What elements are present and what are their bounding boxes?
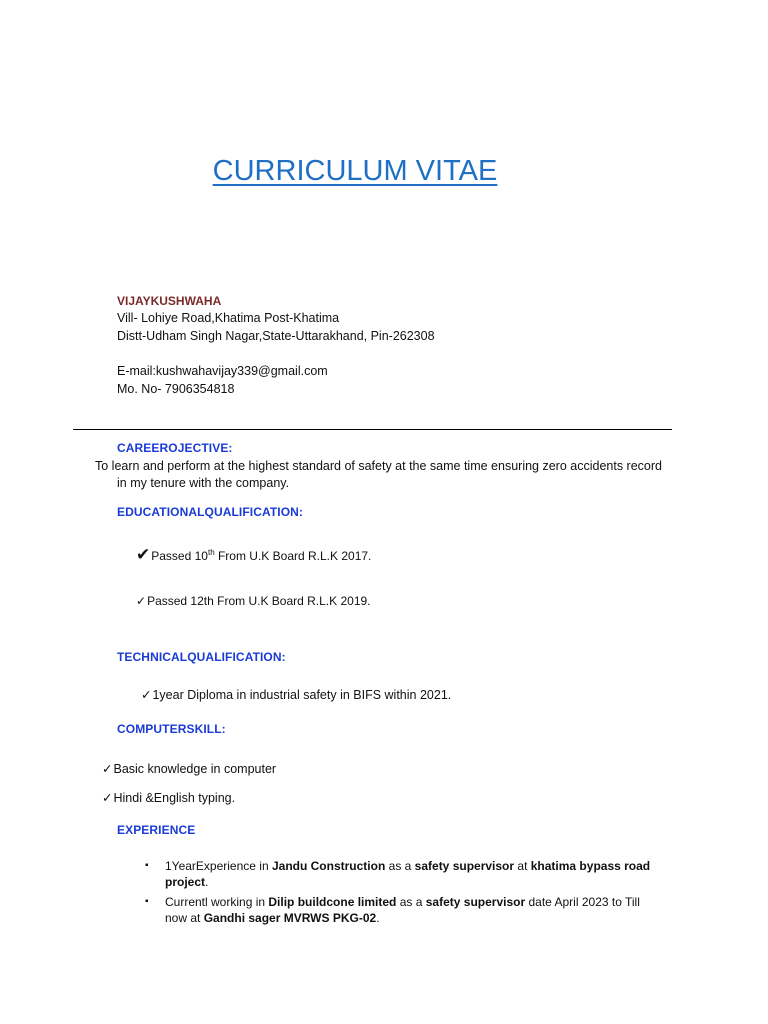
career-objective-line-2: in my tenure with the company. — [117, 476, 290, 490]
bullet-icon: ▪ — [145, 860, 149, 871]
check-icon: ✓ — [141, 688, 152, 702]
experience-list — [145, 858, 665, 930]
computer-skill-item-2: ✓Hindi &English typing. — [102, 791, 236, 805]
bullet-icon: ▪ — [145, 896, 149, 907]
career-objective-line-1: To learn and perform at the highest standard of safety at the same time ensuring zero accidents record — [95, 459, 662, 473]
mobile-text: Mo. No- 7906354818 — [117, 382, 235, 396]
technical-heading: TECHNICALQUALIFICATION: — [117, 650, 286, 664]
experience-item-2: ▪ Currentl working in Dilip buildcone limited as a safety supervisor date April 2023 to Till now at Gandhi sager MVRWS PKG-02. — [145, 895, 640, 925]
candidate-name: VIJAYKUSHWAHA — [117, 294, 222, 308]
address-line-2: Distt-Udham Singh Nagar,State-Uttarakhand, Pin-262308 — [117, 329, 435, 343]
computer-skill-item-1: ✓Basic knowledge in computer — [102, 762, 277, 776]
career-objective-heading: CAREEROJECTIVE: — [117, 441, 233, 455]
education-heading: EDUCATIONALQUALIFICATION: — [117, 505, 304, 519]
heavy-check-icon: ✔ — [136, 545, 151, 564]
technical-item-1: ✓1year Diploma in industrial safety in BIFS within 2021. — [141, 688, 452, 702]
education-item-1: ✔Passed 10th From U.K Board R.L.K 2017. — [136, 545, 372, 564]
email-text: E-mail:kushwahavijay339@gmail.com — [117, 364, 328, 378]
section-divider — [73, 429, 672, 430]
experience-heading: EXPERIENCE — [117, 823, 196, 837]
page-title: CURRICULUM VITAE — [212, 155, 498, 187]
education-item-2: ✓Passed 12th From U.K Board R.L.K 2019. — [136, 594, 371, 608]
check-icon: ✓ — [102, 762, 113, 776]
computer-skill-heading: COMPUTERSKILL: — [117, 722, 226, 736]
check-icon: ✓ — [136, 594, 147, 608]
check-icon: ✓ — [102, 791, 113, 805]
address-line-1: Vill- Lohiye Road,Khatima Post-Khatima — [117, 311, 340, 325]
experience-item-1: ▪ 1YearExperience in Jandu Construction as a safety supervisor at khatima bypass road project. — [145, 859, 651, 889]
